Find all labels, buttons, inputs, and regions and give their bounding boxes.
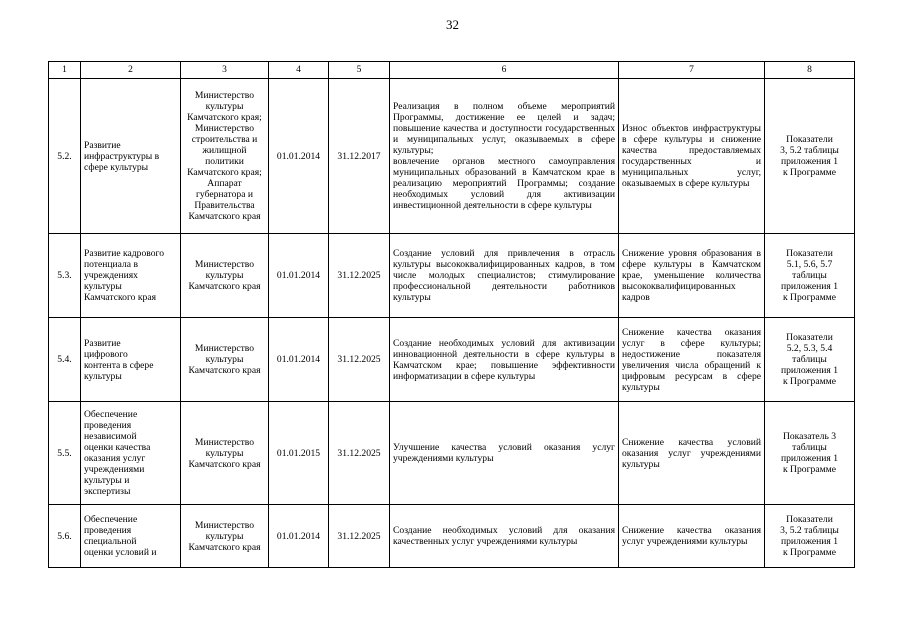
end-date: 31.12.2025 — [329, 234, 390, 318]
program-measures-table — [48, 61, 855, 568]
related-indicators — [765, 402, 855, 505]
related-indicators-text: Показатель 3 таблицы приложения 1 к Программе — [780, 431, 839, 475]
table-row — [49, 318, 855, 402]
related-indicators — [765, 318, 855, 402]
table-row — [49, 234, 855, 318]
related-indicators-text: Показатели 5.1, 5.6, 5.7 таблицы приложения 1 к Программе — [780, 248, 839, 303]
consequence-text: Снижение качества оказания услуг в сфере культуры; недостижение показателя увеличения числа обращений к цифровым ресурсам в сфере культуры — [622, 326, 761, 393]
start-date: 01.01.2014 — [269, 234, 329, 318]
non-implementation-consequence — [619, 402, 765, 505]
expected-result-text: Создание необходимых условий для активизации инновационной деятельности в сфере культуры в Камчатском крае; повышение эффективности информатизации в сфере культуры — [393, 337, 615, 382]
column-number: 7 — [619, 62, 765, 79]
related-indicators-text: Показатели 5.2, 5.3, 5.4 таблицы приложения 1 к Программе — [780, 332, 839, 387]
start-date: 01.01.2014 — [269, 505, 329, 568]
expected-result-text: Реализация в полном объеме мероприятий Программы, достижение ее целей и задач; повышение качества и доступности государственных и муниципальных услуг, оказываемых в сфере культуры; вовлечение органов местного самоуправления муниципальных образований в Камчатском крае в реализацию мероприятий Программы; создание необходимых условий для активизации инвестиционной деятельности в сфере культуры — [393, 101, 615, 211]
responsible-executor-text: Министерство культуры Камчатского края — [188, 259, 261, 292]
responsible-executor — [181, 234, 269, 318]
column-number: 3 — [181, 62, 269, 79]
measure-name-text: Обеспечение проведения независимой оценки качества оказания услуг учреждениями культуры и экспертизы — [84, 409, 151, 497]
column-number: 4 — [269, 62, 329, 79]
column-number: 6 — [390, 62, 619, 79]
start-date: 01.01.2014 — [269, 318, 329, 402]
table-row — [49, 505, 855, 568]
column-number: 1 — [49, 62, 81, 79]
related-indicators-text: Показатели 3, 5.2 таблицы приложения 1 к Программе — [780, 514, 839, 558]
measure-name — [81, 318, 181, 402]
responsible-executor-text: Министерство культуры Камчатского края — [188, 436, 261, 470]
expected-result — [390, 234, 619, 318]
responsible-executor — [181, 505, 269, 568]
expected-result — [390, 505, 619, 568]
responsible-executor — [181, 318, 269, 402]
measure-number: 5.3. — [49, 234, 81, 318]
responsible-executor — [181, 79, 269, 234]
expected-result-text: Создание необходимых условий для оказания качественных услуг учреждениями культуры — [393, 525, 615, 547]
table-row — [49, 79, 855, 234]
expected-result — [390, 402, 619, 505]
consequence-text: Износ объектов инфраструктуры в сфере культуры и снижение качества предоставляемых государственных и муниципальных услуг, оказываемых в сфере культуры — [622, 123, 761, 189]
consequence-text: Снижение качества оказания услуг учреждениями культуры — [622, 525, 761, 547]
column-number-row — [49, 62, 855, 79]
page-number: 32 — [446, 17, 459, 32]
related-indicators-text: Показатели 3, 5.2 таблицы приложения 1 к Программе — [780, 134, 839, 178]
non-implementation-consequence — [619, 79, 765, 234]
measure-number: 5.5. — [49, 402, 81, 505]
end-date: 31.12.2025 — [329, 402, 390, 505]
measure-name — [81, 402, 181, 505]
related-indicators — [765, 505, 855, 568]
expected-result — [390, 318, 619, 402]
measure-name-text: Развитие инфраструктуры в сфере культуры — [84, 139, 160, 173]
related-indicators — [765, 234, 855, 318]
column-number: 5 — [329, 62, 390, 79]
responsible-executor — [181, 402, 269, 505]
expected-result-text: Создание условий для привлечения в отрасль культуры высококвалифицированных кадров, в том числе молодых специалистов; стимулирование профессиональной деятельности работников культуры — [393, 248, 615, 303]
measure-number: 5.2. — [49, 79, 81, 234]
non-implementation-consequence — [619, 318, 765, 402]
column-number: 2 — [81, 62, 181, 79]
table-row — [49, 402, 855, 505]
measure-number: 5.4. — [49, 318, 81, 402]
measure-name-text: Обеспечение проведения специальной оценки условий и — [84, 514, 157, 558]
non-implementation-consequence — [619, 234, 765, 318]
expected-result-text: Улучшение качества условий оказания услуг учреждениями культуры — [393, 442, 615, 464]
measure-name — [81, 234, 181, 318]
consequence-text: Снижение качества условий оказания услуг учреждениями культуры — [622, 436, 761, 470]
measure-name — [81, 79, 181, 234]
responsible-executor-text: Министерство культуры Камчатского края; Министерство строительства и жилищной политики Камчатского края; Аппарат губернатора и Правительства Камчатского края — [187, 90, 262, 222]
measure-name — [81, 505, 181, 568]
measure-number: 5.6. — [49, 505, 81, 568]
end-date: 31.12.2017 — [329, 79, 390, 234]
measure-name-text: Развитие кадрового потенциала в учреждениях культуры Камчатского края — [84, 248, 165, 303]
consequence-text: Снижение уровня образования в сфере культуры в Камчатском крае, уменьшение количества высококвалифицированных кадров — [622, 248, 761, 303]
end-date: 31.12.2025 — [329, 318, 390, 402]
end-date: 31.12.2025 — [329, 505, 390, 568]
expected-result — [390, 79, 619, 234]
non-implementation-consequence — [619, 505, 765, 568]
start-date: 01.01.2014 — [269, 79, 329, 234]
related-indicators — [765, 79, 855, 234]
start-date: 01.01.2015 — [269, 402, 329, 505]
responsible-executor-text: Министерство культуры Камчатского края — [188, 343, 261, 376]
responsible-executor-text: Министерство культуры Камчатского края — [188, 519, 261, 553]
measure-name-text: Развитие цифрового контента в сфере культуры — [84, 337, 154, 382]
column-number: 8 — [765, 62, 855, 79]
